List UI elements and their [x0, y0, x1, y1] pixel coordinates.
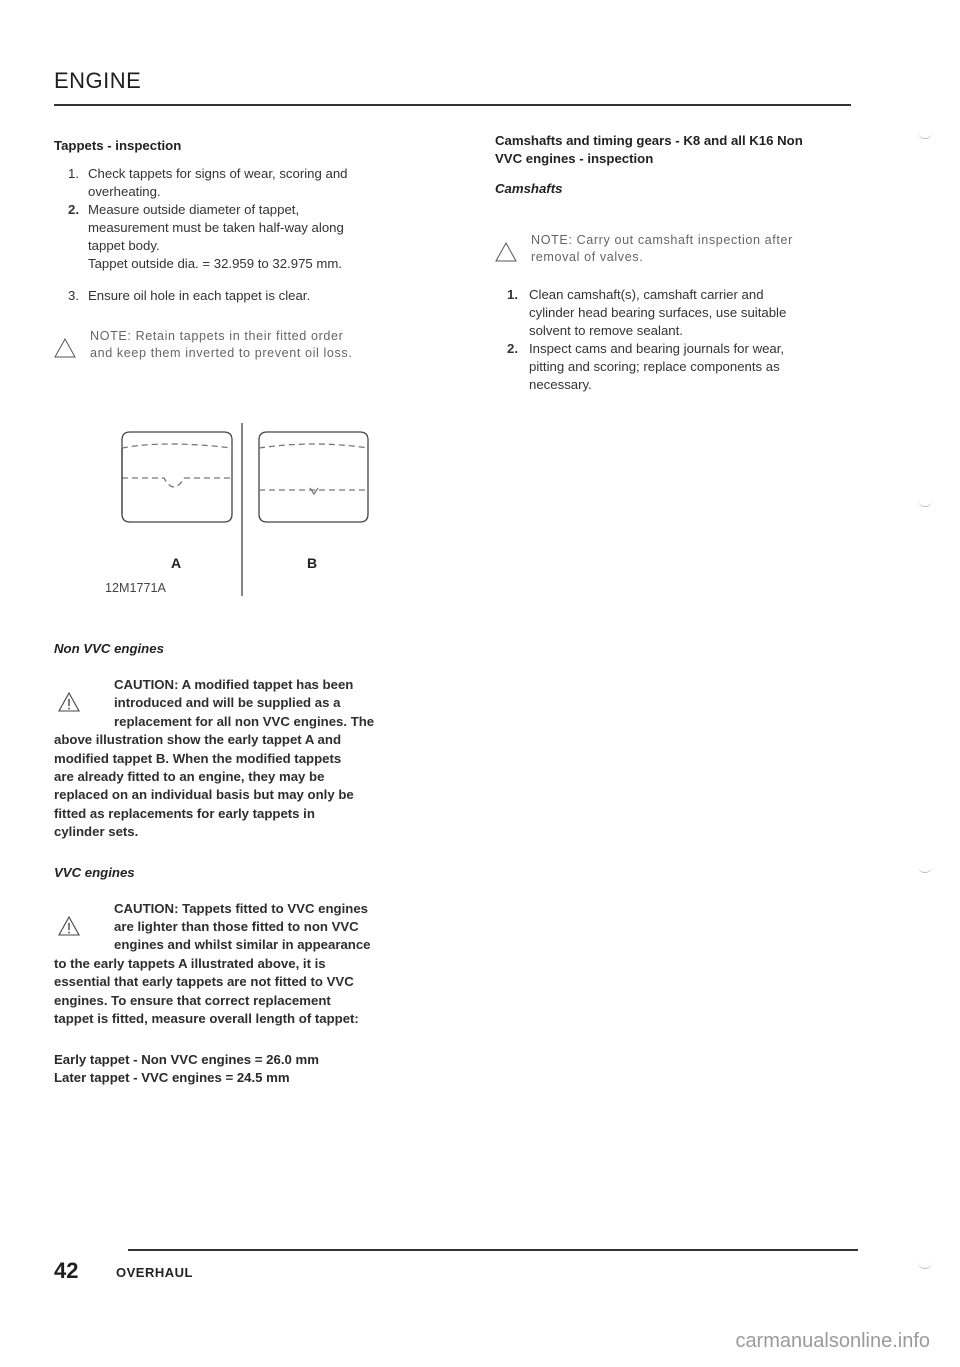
step-line: pitting and scoring; replace components as — [529, 359, 780, 374]
tappet-figure — [54, 418, 449, 603]
caution-line: CAUTION: A modified tappet has been — [114, 677, 354, 692]
step-line: Inspect cams and bearing journals for wear, — [529, 341, 785, 356]
tappet-note — [54, 328, 449, 362]
step-item — [54, 201, 449, 273]
camshaft-steps — [495, 286, 855, 394]
step-number: 3. — [68, 288, 79, 303]
warning-triangle-icon — [495, 242, 517, 262]
step-number: 1. — [507, 287, 518, 302]
note-line: removal of valves. — [531, 250, 644, 264]
margin-mark — [918, 500, 932, 507]
figure-code: 12M1771A — [105, 581, 166, 595]
caution-line: CAUTION: Tappets fitted to VVC engines — [114, 900, 368, 916]
caution-triangle-icon — [58, 692, 80, 712]
step-number: 2. — [68, 202, 79, 217]
heading-line: VVC engines - inspection — [495, 151, 654, 166]
tappets-heading: Tappets - inspection — [54, 138, 182, 153]
caution-line: are lighter than those fitted to non VVC — [114, 919, 359, 935]
caution-line: to the early tappets A illustrated above, it is — [54, 955, 326, 971]
step-line: Clean camshaft(s), camshaft carrier and — [529, 287, 764, 302]
caution-line: modified tappet B. When the modified tappets — [54, 750, 342, 766]
step-line: Ensure oil hole in each tappet is clear. — [88, 288, 311, 303]
note-line: and keep them inverted to prevent oil loss. — [90, 346, 353, 360]
tappet-steps — [54, 165, 449, 305]
margin-mark — [918, 866, 932, 873]
caution-line: fitted as replacements for early tappets in — [54, 805, 315, 821]
step-line: Measure outside diameter of tappet, — [88, 202, 300, 217]
right-column — [495, 132, 855, 394]
caution-line: engines. To ensure that correct replacement — [54, 992, 331, 1008]
page-number: 42 — [54, 1258, 79, 1283]
step-item — [495, 286, 855, 340]
margin-mark — [918, 132, 932, 139]
caution-line: above illustration show the early tappet A and — [54, 732, 342, 748]
step-line: measurement must be taken half-way along — [88, 220, 344, 235]
camshaft-note — [495, 232, 855, 266]
step-number: 2. — [507, 341, 518, 356]
warning-triangle-icon — [54, 338, 76, 358]
heading-line: Camshafts and timing gears - K8 and all K16 Non — [495, 133, 803, 148]
camshafts-subheading: Camshafts — [495, 181, 563, 196]
step-item — [54, 165, 449, 201]
spec-line: Later tappet - VVC engines = 24.5 mm — [54, 1069, 290, 1085]
step-number: 1. — [68, 166, 79, 181]
caution-line: essential that early tappets are not fitted to VVC — [54, 974, 354, 990]
step-item — [495, 340, 855, 394]
footer-rule — [128, 1249, 858, 1251]
footer-section: OVERHAUL — [116, 1265, 193, 1280]
non-vvc-heading: Non VVC engines — [54, 641, 164, 656]
non-vvc-caution — [54, 676, 449, 842]
caution-line: tappet is fitted, measure overall length of tappet: — [54, 1011, 359, 1027]
camshafts-heading — [495, 132, 855, 168]
step-line: cylinder head bearing surfaces, use suitable — [529, 305, 787, 320]
caution-line: replacement for all non VVC engines. The — [114, 713, 375, 729]
vvc-heading: VVC engines — [54, 864, 135, 880]
step-line: Check tappets for signs of wear, scoring and — [88, 166, 348, 181]
caution-line: cylinder sets. — [54, 824, 139, 840]
caution-line: engines and whilst similar in appearance — [114, 937, 371, 953]
step-item — [54, 287, 449, 305]
step-line: tappet body. — [88, 238, 160, 253]
left-column — [54, 137, 449, 362]
note-line: NOTE: Retain tappets in their fitted order — [90, 329, 344, 343]
spec-line: Early tappet - Non VVC engines = 26.0 mm — [54, 1051, 319, 1067]
figure-label-b: B — [307, 555, 318, 571]
step-line: solvent to remove sealant. — [529, 323, 683, 338]
vvc-caution — [54, 900, 449, 1029]
margin-mark — [918, 1262, 932, 1269]
step-line: necessary. — [529, 377, 592, 392]
header-rule — [54, 104, 851, 106]
step-line: Tappet outside dia. = 32.959 to 32.975 mm. — [88, 256, 343, 271]
caution-line: replaced on an individual basis but may only be — [54, 787, 354, 803]
figure-label-a: A — [171, 555, 182, 571]
page-header-title: ENGINE — [54, 68, 142, 93]
note-line: NOTE: Carry out camshaft inspection after — [531, 233, 793, 247]
tappet-illustration — [54, 418, 449, 603]
left-column-lower — [54, 640, 449, 1087]
step-line: overheating. — [88, 184, 161, 199]
tappet-spec — [54, 1051, 449, 1087]
caution-line: are already fitted to an engine, they may be — [54, 769, 325, 785]
watermark: carmanualsonline.info — [735, 1330, 930, 1352]
caution-line: introduced and will be supplied as a — [114, 695, 341, 711]
caution-triangle-icon — [58, 916, 80, 936]
